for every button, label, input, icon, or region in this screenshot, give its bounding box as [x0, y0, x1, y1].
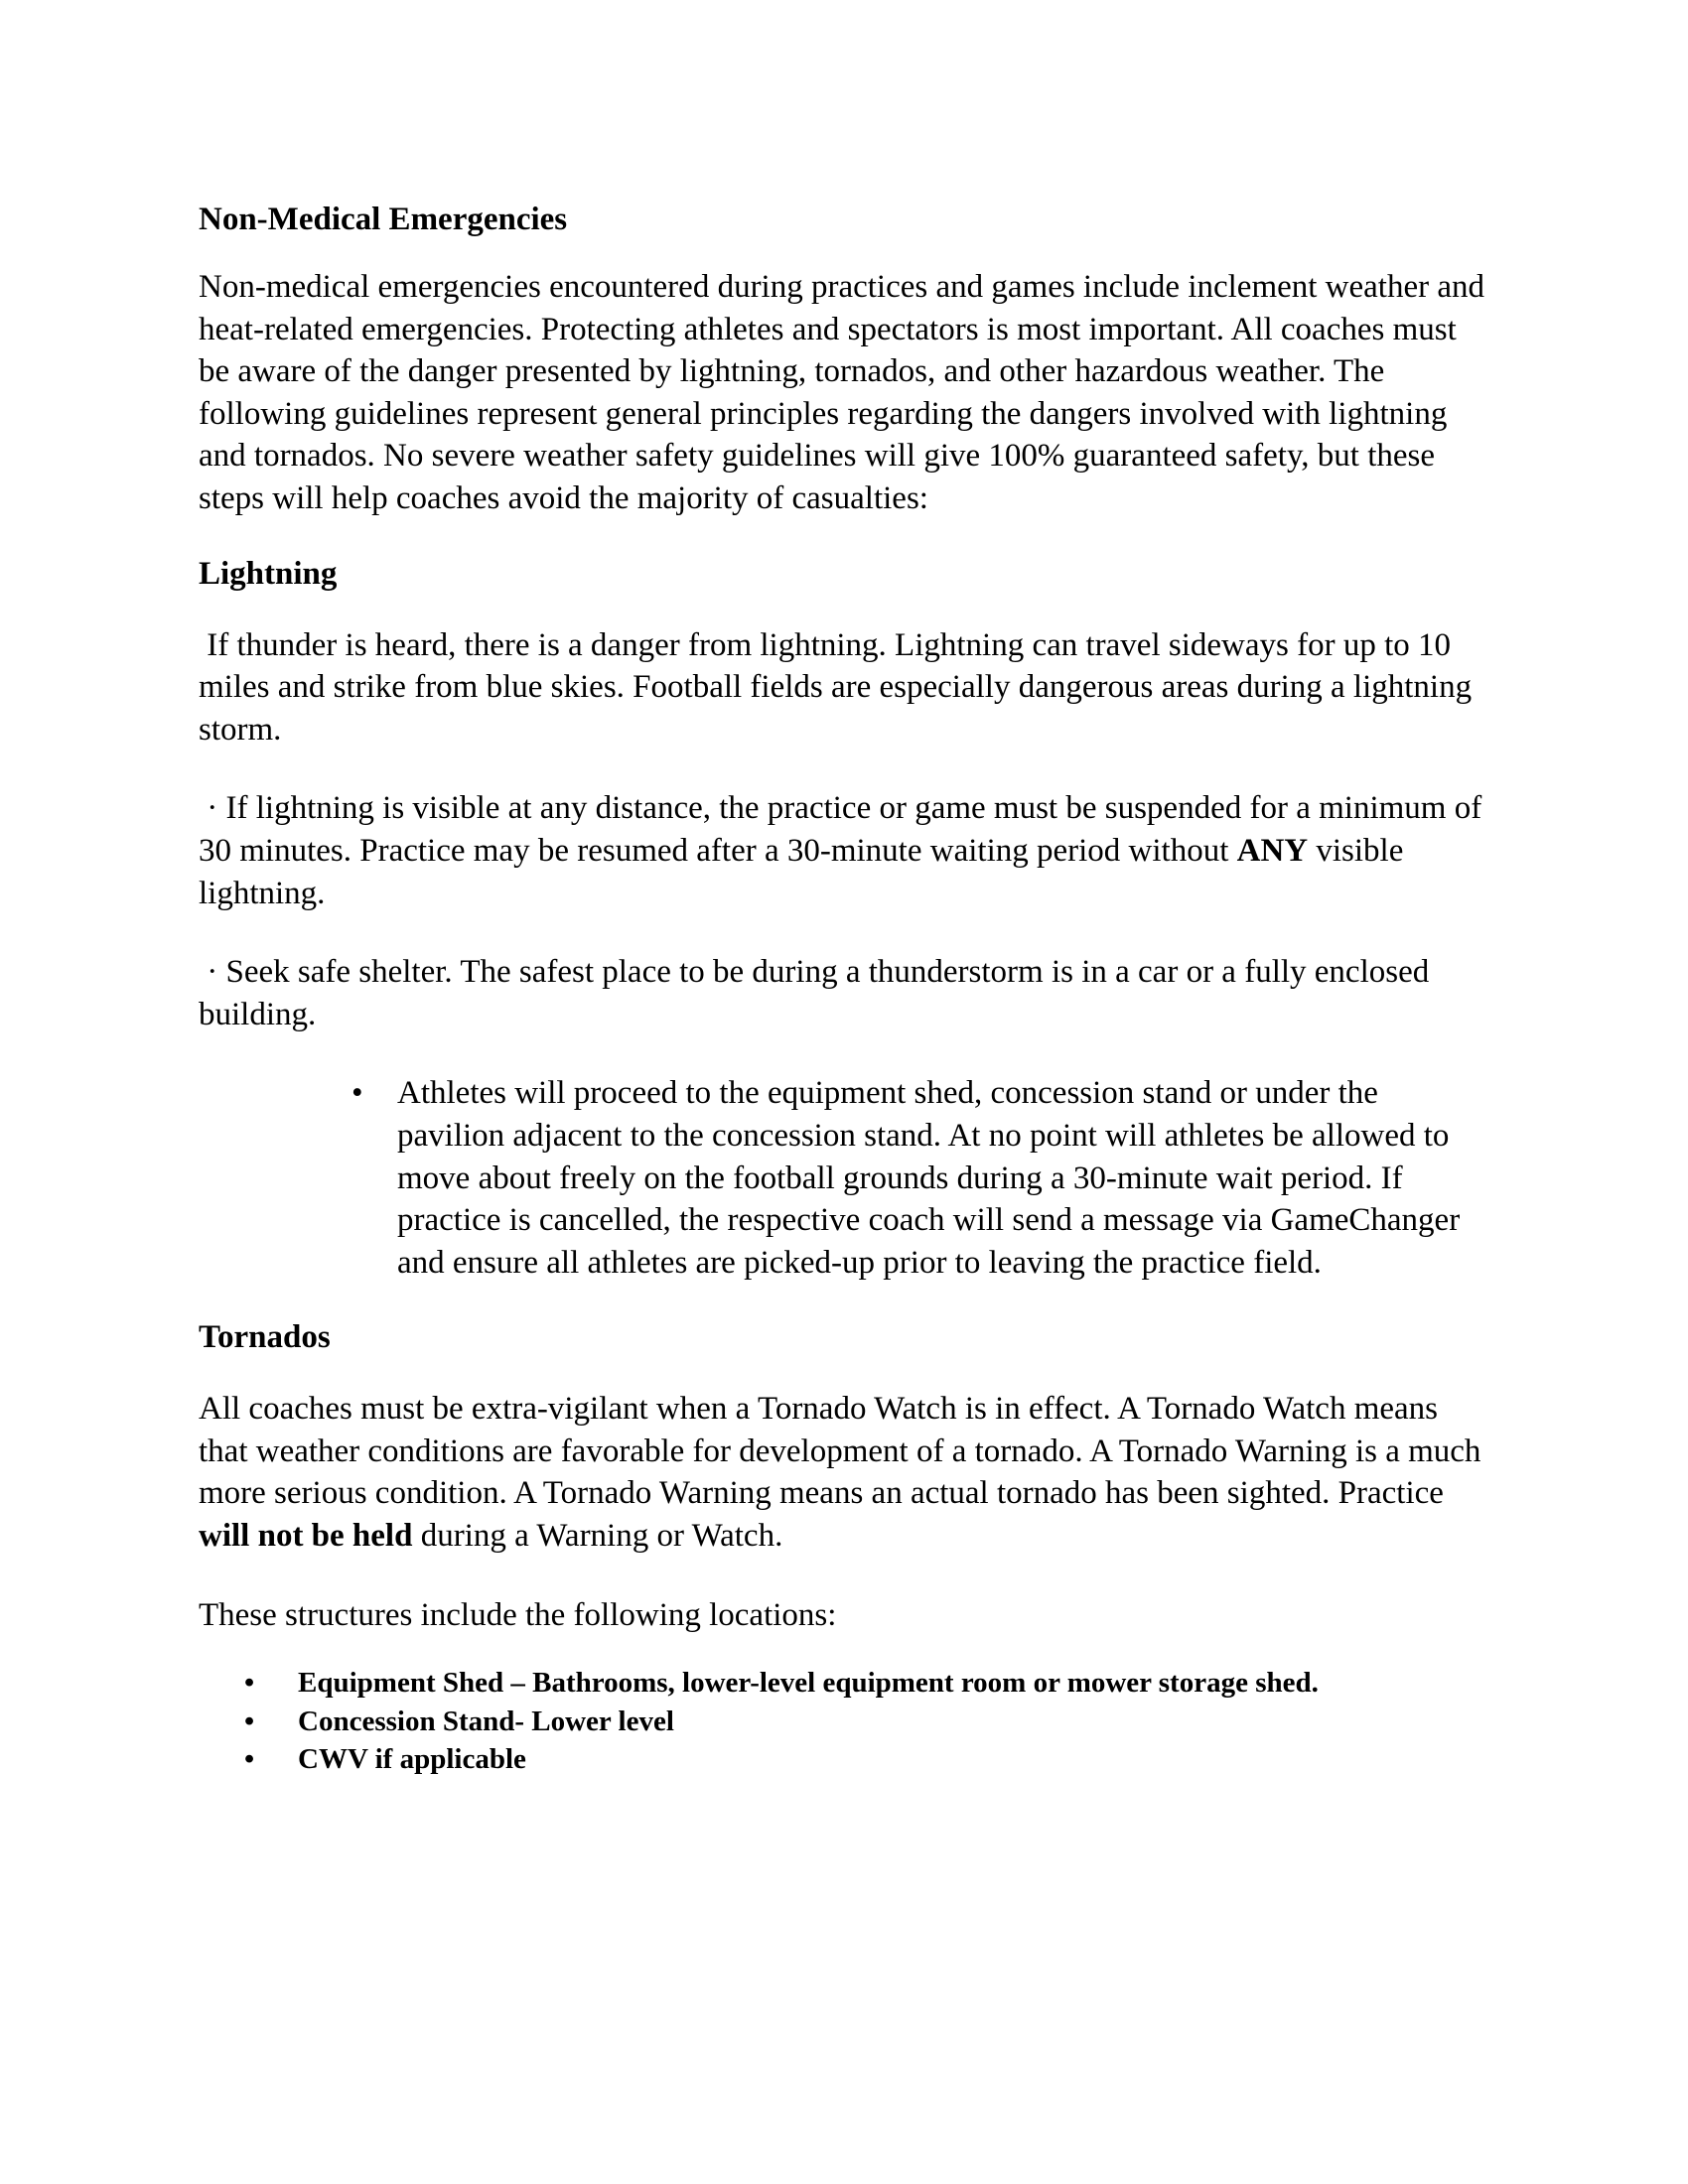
section-heading-non-medical: Non-Medical Emergencies	[199, 202, 568, 237]
lightning-paragraph-3	[199, 951, 1489, 1035]
lightning-paragraph-2-text: If lightning is visible at any distance, the practice or game must be suspended for a minimum of 30 minutes. Practice may be resumed after a 30-minute waiting period without	[199, 790, 1482, 869]
lightning-paragraph-2-text-end: visible lightning.	[199, 832, 1404, 911]
list-item	[199, 1664, 1489, 1703]
bullet-marker: •	[244, 1705, 255, 1737]
location-text: CWV if applicable	[298, 1743, 526, 1776]
lightning-paragraph-2	[199, 787, 1489, 914]
list-item	[199, 1703, 1489, 1741]
location-text: Equipment Shed – Bathrooms, lower-level equipment room or mower storage shed.	[298, 1667, 1319, 1700]
lightning-paragraph-1-text: If thunder is heard, there is a danger from lightning. Lightning can travel sideways for up to 10 miles and strike from blue skies. Football fields are especially dangerous areas during a lightning storm.	[199, 626, 1473, 748]
lightning-paragraph-1	[199, 624, 1489, 751]
section-heading-lightning: Lightning	[199, 555, 338, 592]
bullet-marker: •	[244, 1743, 255, 1776]
non-medical-intro: Non-medical emergencies encountered during practices and games include inclement weather and heat-related emergencies. Protecting athletes and spectators is most important. All coaches must be aware of the danger presented by lightning, tornados, and other hazardous weather. The following guidelines represent general principles regarding the dangers involved with lightning and tornados. No severe weather safety guidelines will give 100% guaranteed safety, but these steps will help coaches avoid the majority of casualties:	[199, 269, 1485, 516]
document-page	[199, 199, 1489, 1779]
bullet-marker: •	[244, 1667, 255, 1700]
tornados-paragraph-1	[199, 1388, 1489, 1557]
list-item	[199, 1740, 1489, 1779]
lightning-bullet-item	[199, 1072, 1489, 1284]
lightning-paragraph-2-emphasis: ANY	[1236, 832, 1309, 869]
tornados-paragraph-1-emphasis: will not be held	[199, 1518, 413, 1555]
tornados-paragraph-1-text-end: during a Warning or Watch.	[412, 1518, 783, 1555]
lightning-paragraph-3-text: Seek safe shelter. The safest place to be during a thunderstorm is in a car or a fully enclosed building.	[199, 954, 1430, 1032]
tornados-paragraph-2: These structures include the following locations:	[199, 1596, 837, 1633]
lightning-paragraph-2-marker: ·	[207, 790, 218, 827]
shelter-locations-list	[199, 1664, 1489, 1779]
location-text: Concession Stand- Lower level	[298, 1705, 674, 1737]
bullet-marker: •	[352, 1075, 363, 1112]
lightning-bullet-text: Athletes will proceed to the equipment shed, concession stand or under the pavilion adjacent to the concession stand. At no point will athletes be allowed to move about freely on the football grounds during a 30-minute wait period. If practice is cancelled, the respective coach will send a message via GameChanger and ensure all athletes are picked-up prior to leaving the practice field.	[397, 1075, 1461, 1281]
lightning-paragraph-3-marker: ·	[207, 954, 218, 991]
tornados-paragraph-1-text: All coaches must be extra-vigilant when a Tornado Watch is in effect. A Tornado Watch means that weather conditions are favorable for development of a tornado. A Tornado Warning is a much more serious condition. A Tornado Warning means an actual tornado has been sighted. Practice	[199, 1391, 1481, 1512]
section-heading-tornados: Tornados	[199, 1319, 331, 1356]
